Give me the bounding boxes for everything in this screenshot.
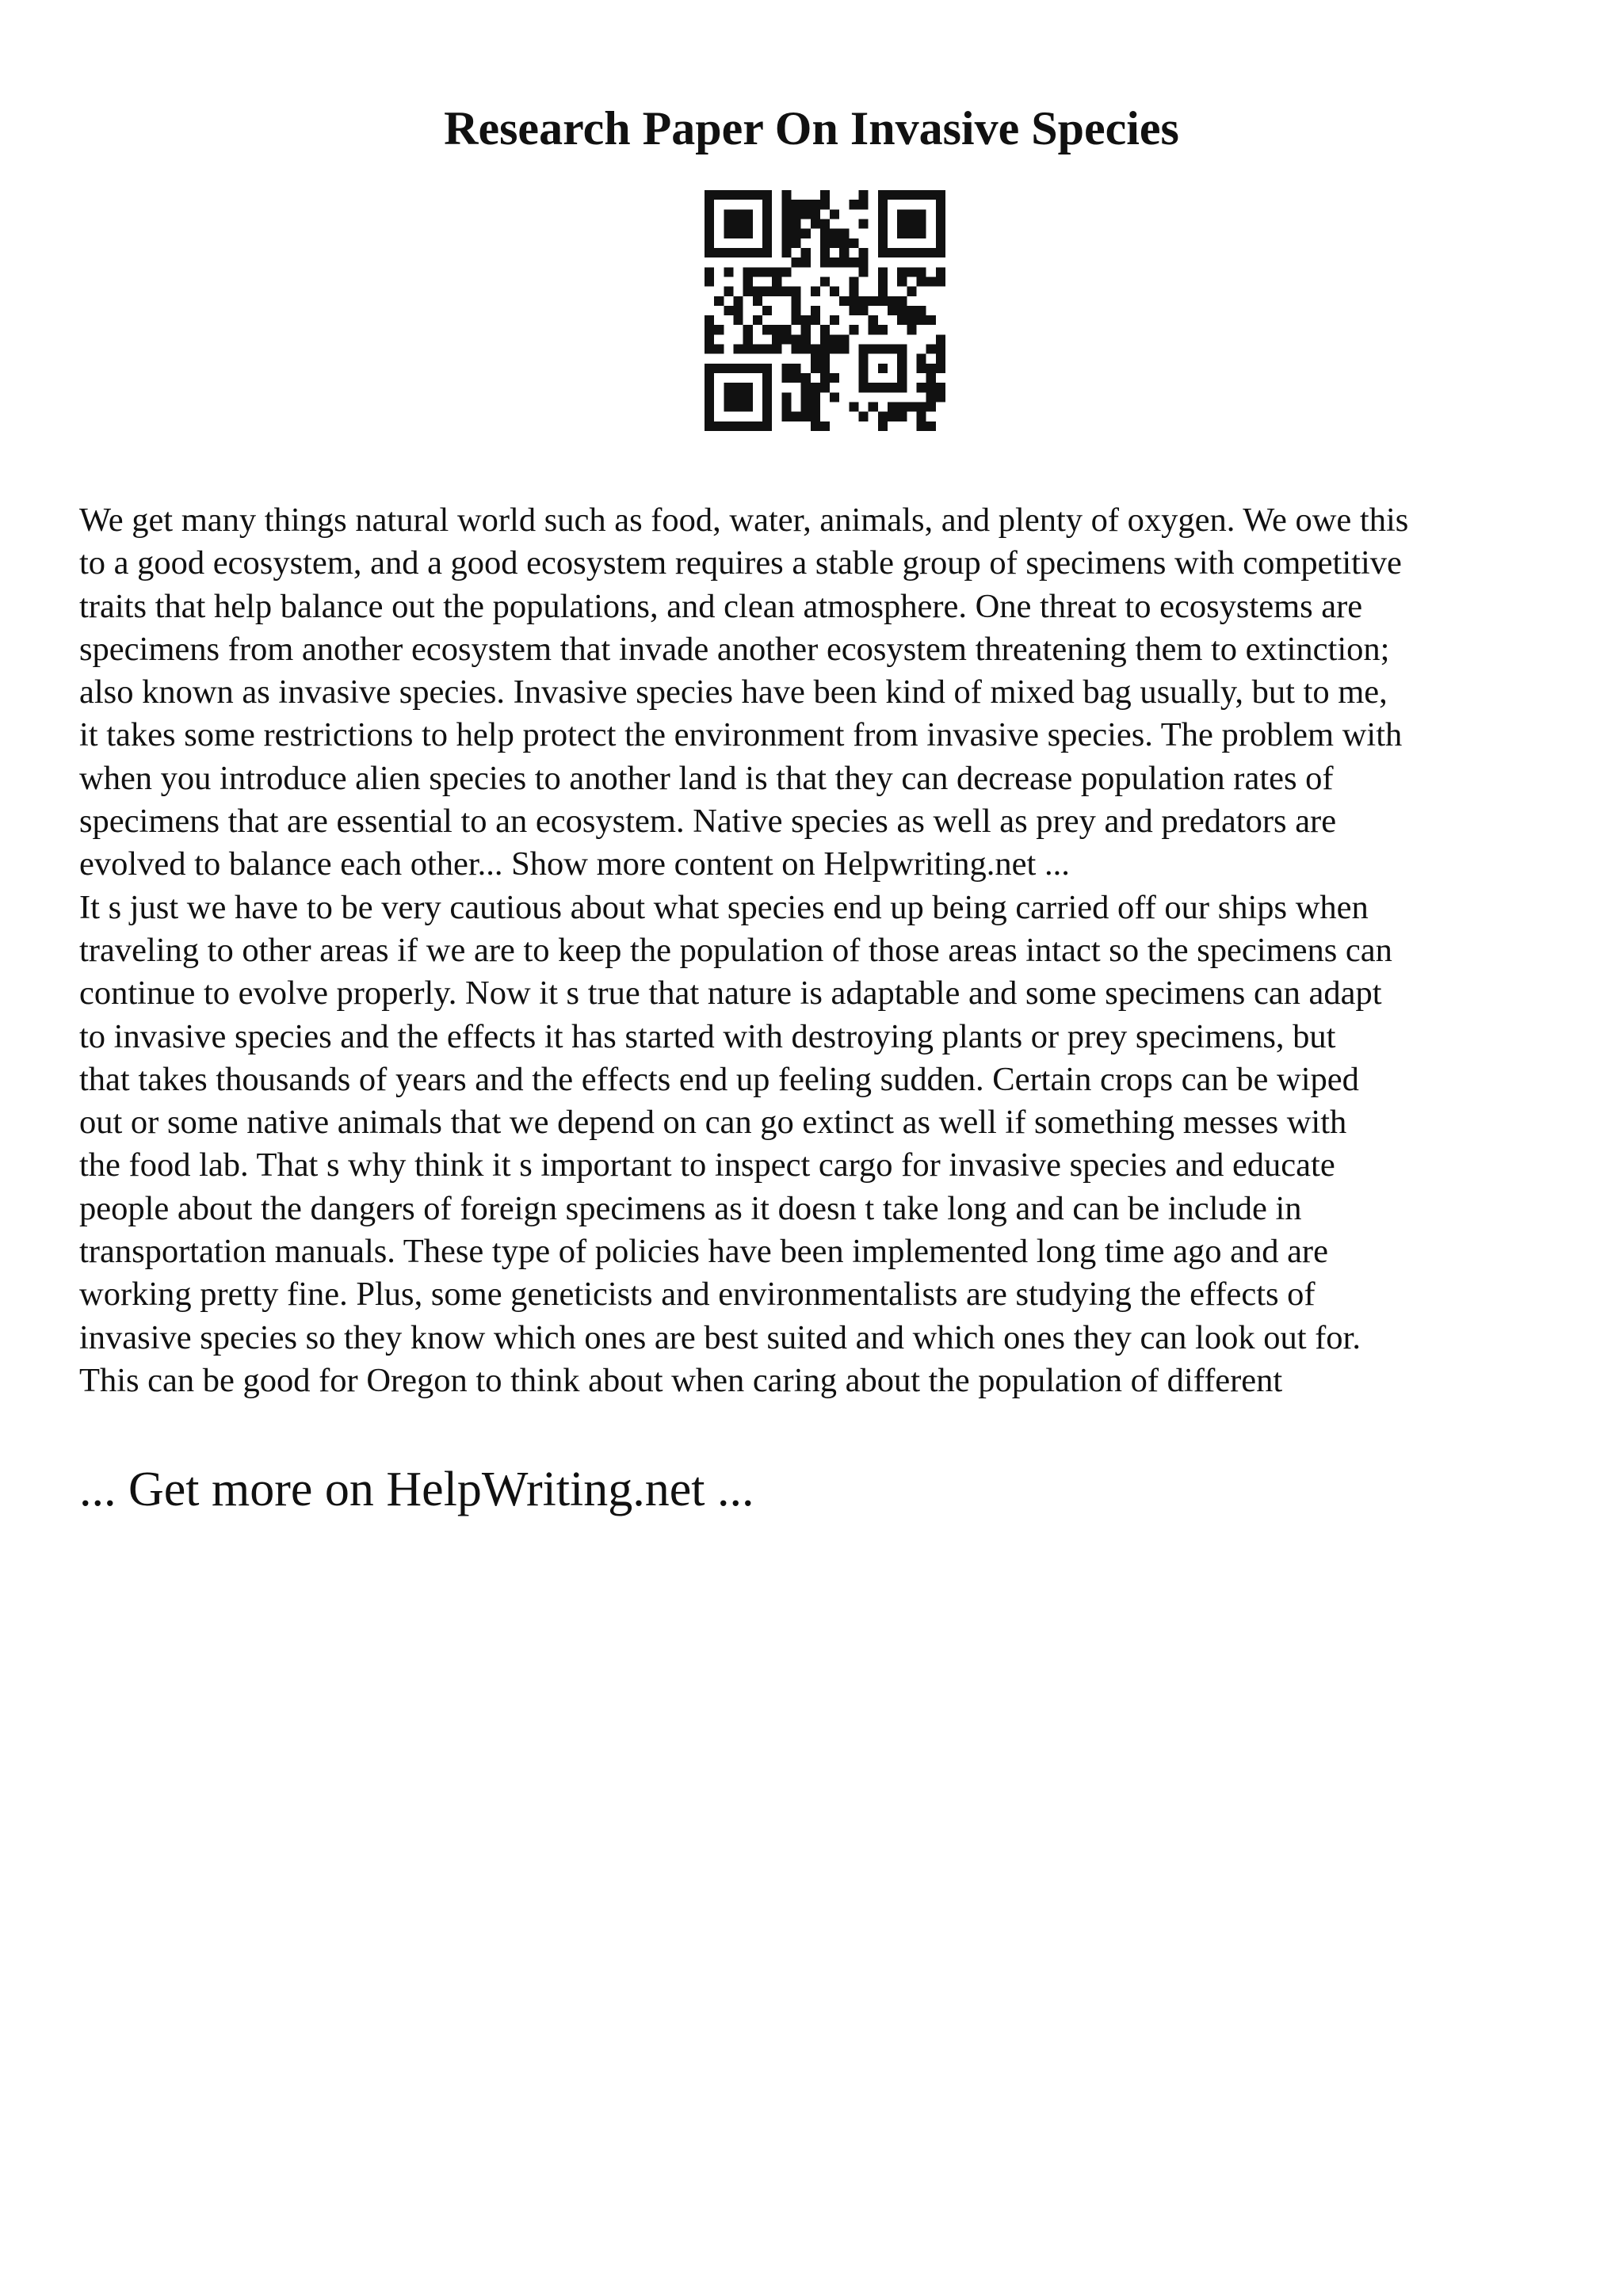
body-line: specimens that are essential to an ecosystem. Native species as well as prey and predators are [79, 803, 1337, 841]
body-line: invasive species so they know which ones are best suited and which ones they can look out for. [79, 1318, 1361, 1356]
body-line: the food lab. That s why think it s important to inspect cargo for invasive species and educate [79, 1146, 1335, 1184]
body-line: working pretty fine. Plus, some geneticists and environmentalists are studying the effects of [79, 1276, 1316, 1314]
body-line: out or some native animals that we depend on can go extinct as well if something messes with [79, 1104, 1347, 1142]
get-more-link[interactable]: ... Get more on HelpWriting.net ... [79, 1463, 754, 1516]
body-line: traveling to other areas if we are to keep the population of those areas intact so the specimens can [79, 931, 1392, 969]
body-line: to invasive species and the effects it has started with destroying plants or prey specimens, but [79, 1017, 1336, 1055]
body-line: It s just we have to be very cautious about what species end up being carried off our ships when [79, 888, 1369, 926]
body-line: that takes thousands of years and the effects end up feeling sudden. Certain crops can be wiped [79, 1060, 1359, 1098]
body-line: it takes some restrictions to help protect the environment from invasive species. The problem with [79, 716, 1403, 754]
body-line: evolved to balance each other... Show more content on Helpwriting.net ... [79, 845, 1070, 883]
body-text [79, 499, 1569, 1402]
body-line: when you introduce alien species to another land is that they can decrease population rates of [79, 759, 1334, 797]
body-line: We get many things natural world such as food, water, animals, and plenty of oxygen. We owe this [79, 502, 1409, 539]
body-line: to a good ecosystem, and a good ecosystem requires a stable group of specimens with competitive [79, 544, 1402, 582]
body-line: This can be good for Oregon to think about when caring about the population of different [79, 1361, 1283, 1399]
body-line: traits that help balance out the populations, and clean atmosphere. One threat to ecosystems are [79, 587, 1363, 625]
body-line: specimens from another ecosystem that invade another ecosystem threatening them to extinction; [79, 630, 1390, 668]
body-line: transportation manuals. These type of policies have been implemented long time ago and are [79, 1233, 1328, 1271]
body-line: people about the dangers of foreign specimens as it doesn t take long and can be include in [79, 1189, 1302, 1227]
body-line: also known as invasive species. Invasive species have been kind of mixed bag usually, but to me, [79, 673, 1388, 711]
body-line: continue to evolve properly. Now it s true that nature is adaptable and some specimens can adapt [79, 974, 1382, 1013]
page-title: Research Paper On Invasive Species [444, 102, 1179, 154]
qr-code-icon[interactable] [705, 190, 945, 431]
